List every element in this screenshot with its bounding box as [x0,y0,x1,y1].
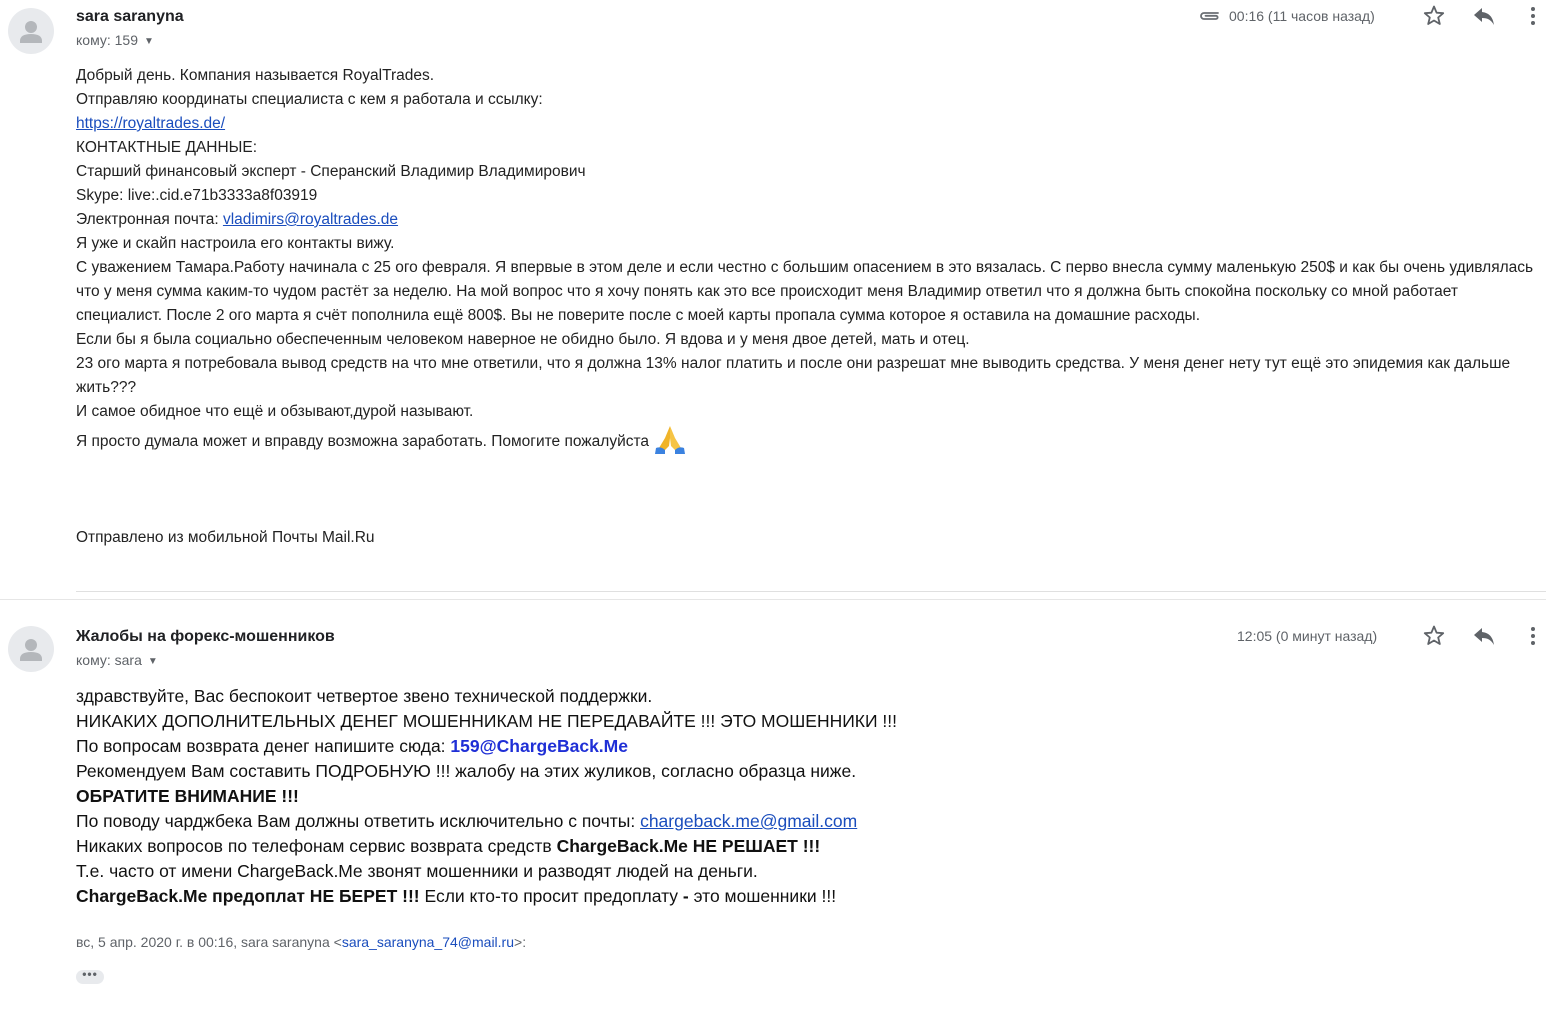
body-line [76,834,897,859]
body-line [76,809,897,834]
person-icon [8,8,54,54]
chevron-down-icon[interactable]: ▼ [144,36,154,47]
body-paragraph: 23 ого марта я потребовала вывод средств на что мне ответили, что я должна 13% налог платить и после они разрешат мне выводить средства. У меня денег нету тут ещё это эпидемия как дальше жить??? [76,355,1511,396]
message-2 [0,600,1564,1018]
reply-icon [1470,2,1498,30]
body-line: Я уже и скайп настроила его контакты вижу. [76,235,395,252]
sender-avatar[interactable] [8,8,54,54]
message-time: 12:05 (0 минут назад) [1237,628,1378,644]
star-button[interactable] [1420,2,1448,30]
divider [76,591,1546,592]
star-icon [1420,622,1448,650]
website-link[interactable]: https://royaltrades.de/ [76,115,226,132]
body-line [76,884,897,909]
quote-suffix: >: [514,934,527,950]
more-vert-icon [1519,622,1547,650]
reply-icon [1470,622,1498,650]
body-line: И самое обидное что ещё и обзывают,дурой называют. [76,403,474,420]
prepayment-text: Если кто-то просит предоплату [419,886,683,906]
prepayment-bold: ChargeBack.Me предоплат НЕ БЕРЕТ !!! [76,886,420,906]
paperclip-icon [1198,9,1222,23]
sender-name[interactable]: Жалобы на форекс-мошенников [76,628,335,645]
body-line: Рекомендуем Вам составить ПОДРОБНУЮ !!! жалобу на этих жуликов, согласно образца ниже. [76,761,857,781]
reply-button[interactable] [1470,622,1498,650]
message-time: 00:16 (11 часов назад) [1229,8,1375,24]
recipient-line[interactable] [76,32,154,48]
reply-button[interactable] [1470,2,1498,30]
star-button[interactable] [1420,622,1448,650]
body-line: ОБРАТИТЕ ВНИМАНИЕ !!! [76,786,299,806]
message-body [76,64,1556,462]
star-icon [1420,2,1448,30]
body-line: здравствуйте, Вас беспокоит четвертое звено технической поддержки. [76,686,653,706]
chargeback-email-link[interactable]: chargeback.me@gmail.com [640,811,858,831]
body-line: Старший финансовый эксперт - Сперанский Владимир Владимирович [76,163,586,180]
body-line [76,208,1556,232]
body-line: Т.е. часто от имени ChargeBack.Me звонят мошенники и разводят людей на деньги. [76,861,758,881]
person-icon [8,626,54,672]
chevron-down-icon[interactable]: ▼ [147,656,158,667]
praying-hands-icon [653,424,687,462]
chargeback-label: По поводу чарджбека Вам должны ответить исключительно с почты: [76,811,641,831]
plea-text: Я просто думала может и вправду возможна заработать. Помогите пожалуйста [76,433,650,450]
quote-email-link[interactable]: sara_saranyna_74@mail.ru [341,934,515,950]
recipient-line[interactable] [76,652,158,668]
body-line: Добрый день. Компания называется RoyalTrades. [76,67,435,84]
prepayment-text-end: это мошенники !!! [688,886,837,906]
sender-name[interactable]: sara saranyna [76,8,184,25]
recipient-text: кому: 159 [76,32,138,48]
body-line [76,424,1556,462]
sender-avatar[interactable] [8,626,54,672]
phone-warning-text: Никаких вопросов по телефонам сервис возврата средств [76,836,557,856]
signature: Отправлено из мобильной Почты Mail.Ru [76,529,375,546]
body-line: Отправляю координаты специалиста с кем я работала и ссылку: [76,91,543,108]
support-email[interactable]: 159@ChargeBack.Me [450,736,628,756]
prepayment-dash: - [682,886,689,906]
body-line [76,734,897,759]
email-label: Электронная почта: [76,211,223,228]
more-vert-icon [1519,2,1547,30]
quote-prefix: вс, 5 апр. 2020 г. в 00:16, sara saranyna < [76,934,342,950]
recipient-text: кому: sara [76,652,142,668]
body-line: Если бы я была социально обеспеченным человеком наверное не обидно было. Я вдова и у меня двое детей, мать и отец. [76,331,970,348]
contact-label: По вопросам возврата денег напишите сюда: [76,736,451,756]
body-line: НИКАКИХ ДОПОЛНИТЕЛЬНЫХ ДЕНЕГ МОШЕННИКАМ НЕ ПЕРЕДАВАЙТЕ !!! ЭТО МОШЕННИКИ !!! [76,711,898,731]
show-trimmed-content-button[interactable]: ••• [76,970,104,984]
body-line [76,112,1556,136]
more-options-button[interactable] [1519,2,1547,30]
body-line: Skype: live:.cid.e71b3333a8f03919 [76,187,318,204]
message-body [76,684,897,909]
body-line: КОНТАКТНЫЕ ДАННЫЕ: [76,139,258,156]
more-options-button[interactable] [1519,622,1547,650]
quote-header [76,934,526,950]
phone-warning-bold: ChargeBack.Me НЕ РЕШАЕТ !!! [556,836,821,856]
email-link[interactable]: vladimirs@royaltrades.de [222,211,399,228]
body-paragraph: С уважением Тамара.Работу начинала с 25 ого февраля. Я впервые в этом деле и если честно с большим опасением в это вязалась. С перво внесла сумму маленькую 250$ и как бы очень удивлялась что у меня сумма каким-то чудом растёт за неделю. На мой вопрос что я хочу понять как это все происходит меня Владимир ответил что я должна быть спокойна поскольку со мной работает специалист. После 2 ого марта я счёт пополнила ещё 800$. Вы не поверите после с моей карты пропала сумма которое я оставила на домашние расходы. [76,259,1534,324]
